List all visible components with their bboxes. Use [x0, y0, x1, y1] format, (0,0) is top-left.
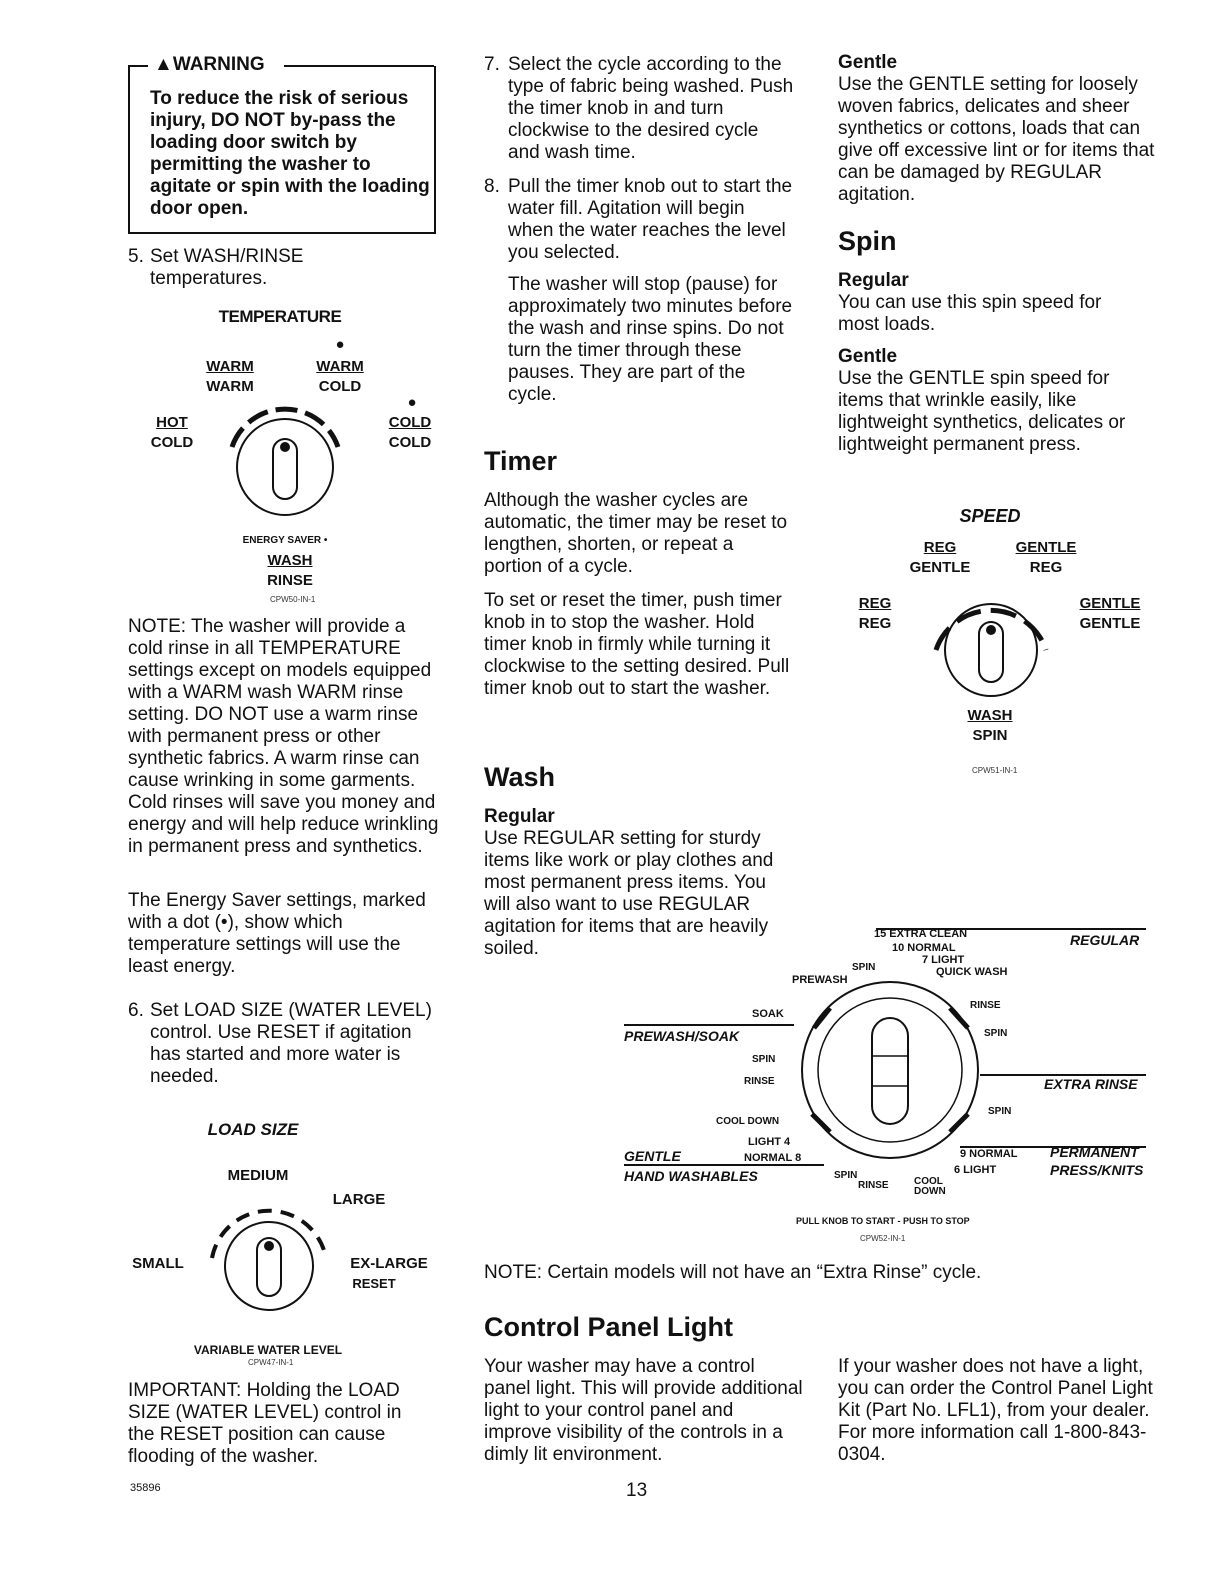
spin-heading: Spin	[838, 226, 897, 256]
speed-reg-gentle: REG GENTLE	[909, 539, 971, 576]
step-8: 8. Pull the timer knob out to start the water fill. Agitation will begin when the water reaches the level you selected.	[484, 176, 793, 263]
load-reset: RESET	[352, 1276, 396, 1291]
note-extra-rinse: NOTE: Certain models will not have an “Extra Rinse” cycle.	[484, 1262, 982, 1283]
energy-saver-text: The Energy Saver settings, marked with a dot (•), show which temperature settings will use the least energy.	[128, 890, 426, 977]
spin-gentle-text: Use the GENTLE spin speed for items that wrinkle easily, like lightweight synthetics, delicates or lightweight permanent press.	[838, 368, 1126, 455]
td-rinse-a: RINSE	[970, 1000, 1001, 1011]
speed-code: CPW51-IN-1	[972, 766, 1018, 775]
speed-title: SPEED	[959, 506, 1021, 526]
prewash-soak-rule	[624, 1024, 794, 1026]
timer-heading: Timer	[484, 446, 558, 476]
load-size-dial-figure	[128, 1118, 438, 1368]
step-5: 5. Set WASH/RINSE temperatures.	[128, 246, 304, 289]
speed-wash-spin: WASH SPIN	[967, 707, 1013, 744]
timer-dial-figure	[620, 920, 1150, 1250]
load-medium: MEDIUM	[227, 1167, 289, 1184]
td-light6: 6 LIGHT	[954, 1164, 997, 1176]
load-size-knob-icon[interactable]	[194, 1178, 344, 1318]
temp-warm-cold: WARM COLD	[316, 358, 364, 395]
td-spin-e: SPIN	[834, 1170, 858, 1181]
timer-paragraph-2: To set or reset the timer, push timer knob in to stop the washer. Hold timer knob in firmly while turning it clockwise to the setting desired. Pull timer knob out to start the washer.	[484, 590, 790, 699]
td-normal9: 9 NORMAL	[960, 1148, 1018, 1160]
td-permanent: PERMANENT	[1050, 1144, 1139, 1160]
td-hand-washables: HAND WASHABLES	[624, 1168, 758, 1184]
td-extra-rinse: EXTRA RINSE	[1044, 1076, 1138, 1092]
td-pull-knob: PULL KNOB TO START - PUSH TO STOP	[796, 1216, 970, 1226]
step-7: 7. Select the cycle according to the type of fabric being washed. Push the timer knob in and turn clockwise to the desired cycle and wash time.	[484, 54, 794, 163]
load-code: CPW47-IN-1	[248, 1358, 294, 1367]
timer-paragraph-1: Although the washer cycles are automatic, the timer may be reset to lengthen, shorten, or repeat a portion of a cycle.	[484, 490, 788, 577]
td-prewash-soak: PREWASH/SOAK	[624, 1028, 740, 1044]
load-small: SMALL	[132, 1255, 184, 1272]
temp-wash-rinse: WASH RINSE	[267, 552, 313, 589]
td-spin-c: SPIN	[984, 1028, 1008, 1039]
td-rinse-c: RINSE	[858, 1180, 889, 1191]
td-code: CPW52-IN-1	[860, 1234, 906, 1243]
temp-energy-dot-right: ●	[407, 394, 417, 411]
pause-text: The washer will stop (pause) for approximately two minutes before the wash and rinse spins. Do not turn the timer through these pauses. They are part of the cycle.	[508, 274, 793, 405]
td-soak: SOAK	[752, 1008, 784, 1020]
td-extra-clean: 15 EXTRA CLEAN	[874, 928, 968, 940]
temp-cold-cold: COLD COLD	[388, 414, 432, 451]
control-panel-left: Your washer may have a control panel light. This will provide additional light to your control panel and improve visibility of the controls in a dimly lit environment.	[484, 1356, 803, 1465]
temp-energy-saver: ENERGY SAVER •	[242, 535, 328, 546]
load-size-title: LOAD SIZE	[207, 1120, 299, 1139]
speed-knob-icon[interactable]	[916, 570, 1066, 710]
wash-gentle-text: Use the GENTLE setting for loosely woven fabrics, delicates and sheer synthetics or cottons, loads that can give off excessive lint or for items that can be damaged by REGULAR agitation.	[838, 74, 1155, 205]
wash-regular-text: Use REGULAR setting for sturdy items like work or play clothes and most permanent press items. You will also want to use REGULAR agitation for items that are heavily soiled.	[484, 828, 774, 959]
td-spin-a: SPIN	[852, 962, 876, 973]
td-normal8: NORMAL 8	[744, 1152, 802, 1164]
td-gentle: GENTLE	[624, 1148, 681, 1164]
spin-regular-text: You can use this spin speed for most loads.	[838, 292, 1102, 335]
speed-gentle-gentle: GENTLE GENTLE	[1079, 595, 1141, 632]
temp-hot-cold: HOT COLD	[150, 414, 194, 451]
warning-triangle-icon: ▲	[154, 54, 173, 75]
timer-knob-icon[interactable]	[790, 970, 990, 1170]
control-panel-right: If your washer does not have a light, you can order the Control Panel Light Kit (Part No. LFL1), from your dealer. For more information call 1-800-843-0304.	[838, 1356, 1153, 1465]
td-press-knits: PRESS/KNITS	[1050, 1162, 1144, 1178]
td-normal10: 10 NORMAL	[892, 942, 956, 954]
td-light7: 7 LIGHT	[922, 954, 965, 966]
td-down: DOWN	[914, 1186, 946, 1197]
speed-gentle-reg: GENTLE REG	[1015, 539, 1077, 576]
td-quick-wash: QUICK WASH	[936, 966, 1008, 978]
load-caption: VARIABLE WATER LEVEL	[193, 1343, 343, 1357]
td-cool: COOL	[914, 1176, 943, 1187]
load-xlarge: EX-LARGE	[350, 1255, 428, 1272]
spin-gentle-title: Gentle	[838, 346, 898, 367]
wash-heading: Wash	[484, 762, 556, 792]
temperature-dial-figure	[140, 305, 440, 605]
wash-regular-title: Regular	[484, 806, 555, 827]
td-spin-d: SPIN	[988, 1106, 1012, 1117]
temp-warm-warm: WARM WARM	[206, 358, 254, 395]
control-panel-heading: Control Panel Light	[484, 1312, 733, 1342]
temp-energy-dot-top: ●	[335, 336, 345, 353]
load-large: LARGE	[332, 1191, 386, 1208]
page-number: 13	[626, 1480, 648, 1501]
step-6: 6. Set LOAD SIZE (WATER LEVEL) control. Use RESET if agitation has started and more water is needed.	[128, 1000, 432, 1087]
temperature-title: TEMPERATURE	[218, 307, 342, 326]
temperature-knob-icon[interactable]	[210, 387, 360, 527]
speed-dial-figure	[850, 500, 1160, 780]
important-text: IMPORTANT: Holding the LOAD SIZE (WATER LEVEL) control in the RESET position can cause flooding of the washer.	[128, 1380, 402, 1467]
td-cool-down-a: COOL DOWN	[716, 1116, 780, 1127]
doc-number: 35896	[130, 1482, 161, 1494]
td-prewash: PREWASH	[792, 974, 848, 986]
spin-regular-title: Regular	[838, 270, 909, 291]
wash-gentle-title: Gentle	[838, 52, 898, 73]
temp-code: CPW50-IN-1	[270, 595, 316, 604]
td-spin-b: SPIN	[752, 1054, 776, 1065]
td-light4: LIGHT 4	[748, 1136, 791, 1148]
td-rinse-b: RINSE	[744, 1076, 775, 1087]
speed-reg-reg: REG REG	[858, 595, 892, 632]
warning-title: ▲WARNING	[148, 54, 271, 76]
note-cold-rinse: NOTE: The washer will provide a cold rinse in all TEMPERATURE settings except on models equipped with a WARM wash WARM rinse setting. DO NOT use a warm rinse with permanent press or other synthetic fabrics. A warm rinse can cause wrinking in some garments. Cold rinses will save you money and energy and will help reduce wrinkling in permanent press and synthetics.	[128, 616, 439, 857]
warning-text: To reduce the risk of serious injury, DO NOT by-pass the loading door switch by permitting the washer to agitate or spin with the loading door open.	[150, 88, 430, 219]
td-regular: REGULAR	[1070, 932, 1140, 948]
